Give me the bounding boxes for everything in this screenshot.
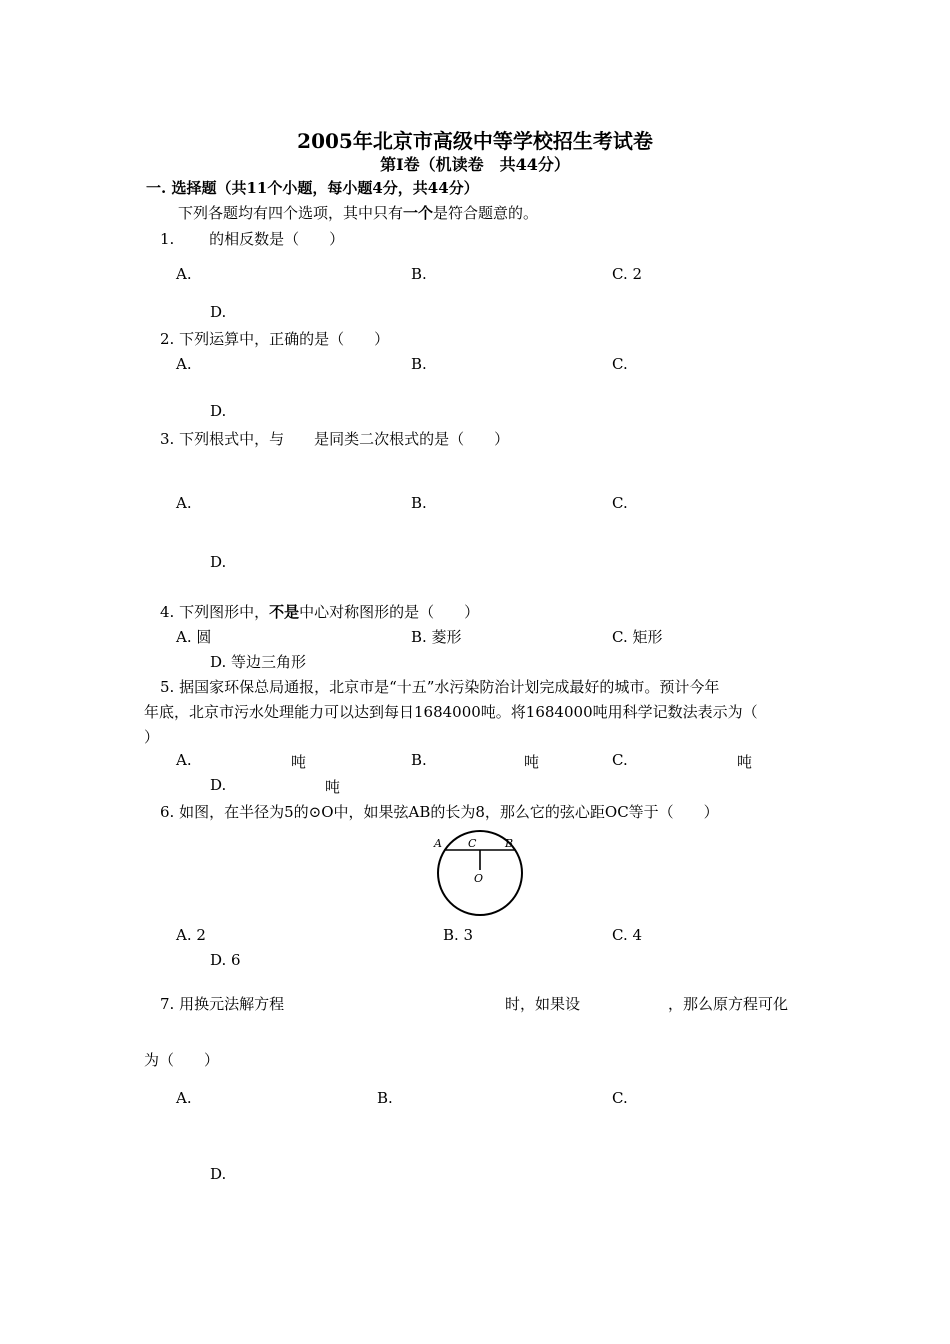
q4-stem [160,601,479,622]
page-title: 2005年北京市高级中等学校招生考试卷 [297,129,653,153]
q7-stem-line-2: 为（ ） [144,1051,220,1069]
q7-stem-part-1: 7. 用换元法解方程 [160,995,285,1013]
q4-stem-bold: 不是 [269,603,300,621]
label-b: B [505,837,514,850]
q5-option-d-unit: 吨 [325,778,341,796]
q5-option-a: A. [176,751,192,769]
q4-option-a: A. 圆 [176,628,212,646]
q6-option-c: C. 4 [612,926,643,944]
section-instruction [178,202,538,223]
q2-option-a: A. [176,355,192,373]
q5-option-c-unit: 吨 [737,753,753,771]
q1-option-c: C. 2 [612,265,643,283]
q4-stem-pre: 4. 下列图形中， [160,603,270,621]
q5-line-2: 年底，北京市污水处理能力可以达到每日1684000吨。将1684000吨用科学记数法表示为（ [144,703,758,721]
q5-line-3: ） [144,728,160,746]
q2-option-c: C. [612,355,628,373]
q3-option-a: A. [176,494,192,512]
q5-option-b-unit: 吨 [524,753,540,771]
q1-option-a: A. [176,265,192,283]
q4-option-b: B. 菱形 [411,628,462,646]
q7-stem-part-3: ，那么原方程可化 [668,995,789,1013]
instruction-pre: 下列各题均有四个选项，其中只有 [178,204,404,222]
q6-option-b: B. 3 [443,926,474,944]
q1-stem: 1. 的相反数是（ ） [160,230,345,248]
q5-option-b: B. [411,751,427,769]
q3-option-b: B. [411,494,427,512]
q6-option-a: A. 2 [176,926,206,944]
q1-option-d: D. [210,303,227,321]
q3-stem: 3. 下列根式中，与 是同类二次根式的是（ ） [160,430,510,448]
q3-option-d: D. [210,553,227,571]
q7-option-a: A. [176,1089,192,1107]
q4-option-c: C. 矩形 [612,628,663,646]
q7-stem-part-2: 时，如果设 [505,995,581,1013]
q4-stem-post: 中心对称图形的是（ ） [299,603,480,621]
q4-option-d: D. 等边三角形 [210,653,307,671]
label-o: O [474,872,484,885]
q3-option-c: C. [612,494,628,512]
label-a: A [434,837,442,850]
q5-option-a-unit: 吨 [291,753,307,771]
q7-option-c: C. [612,1089,628,1107]
q5-option-d: D. [210,776,227,794]
section-heading: 一. 选择题（共11个小题，每小题4分，共44分） [146,179,479,197]
q5-option-c: C. [612,751,628,769]
label-c: C [468,837,477,850]
q1-option-b: B. [411,265,427,283]
q6-option-d: D. 6 [210,951,241,969]
q6-stem: 6. 如图，在半径为5的⊙O中，如果弦AB的长为8，那么它的弦心距OC等于（ ） [160,803,719,821]
instruction-post: 是符合题意的。 [433,204,539,222]
q6-circle-figure [428,830,528,916]
q2-option-b: B. [411,355,427,373]
q2-stem: 2. 下列运算中，正确的是（ ） [160,330,390,348]
q2-option-d: D. [210,402,227,420]
instruction-bold: 一个 [403,204,434,222]
q7-option-d: D. [210,1165,227,1183]
q7-option-b: B. [377,1089,393,1107]
page-subtitle: 第Ⅰ卷（机读卷 共44分） [380,155,570,174]
q5-line-1: 5. 据国家环保总局通报，北京市是“十五”水污染防治计划完成最好的城市。预计今年 [160,678,720,696]
